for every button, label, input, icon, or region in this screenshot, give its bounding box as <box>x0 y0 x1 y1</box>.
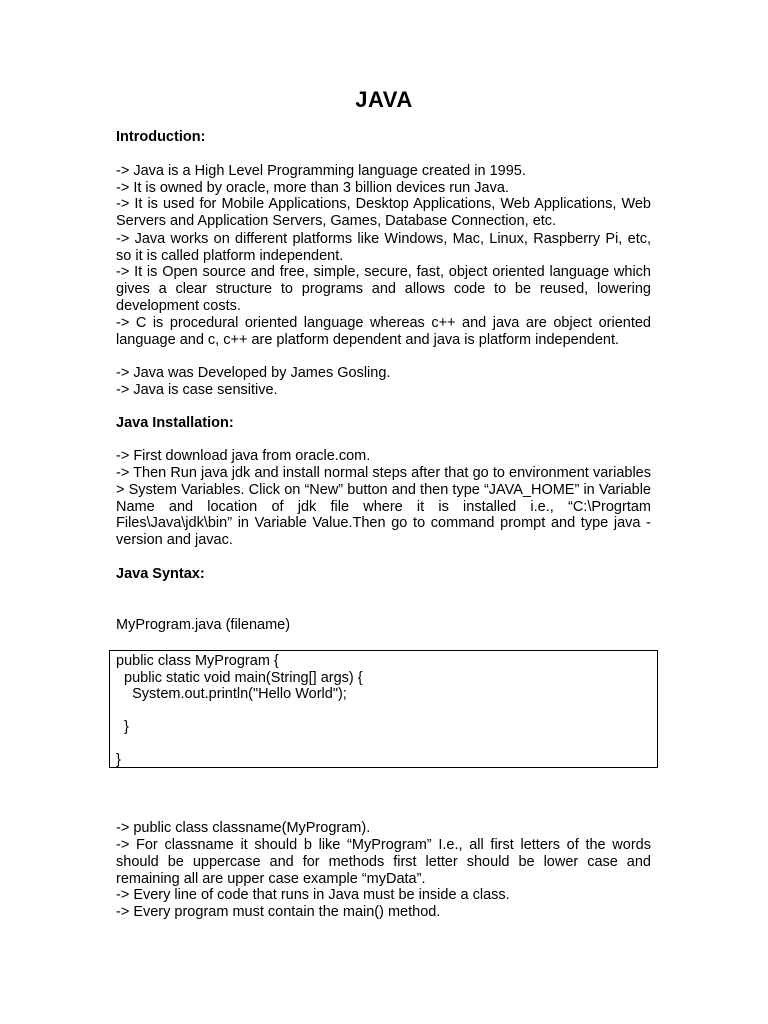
intro-paragraph-8: -> Java is case sensitive. <box>116 382 278 398</box>
code-block <box>109 650 658 768</box>
syntax-note-2: -> For classname it should b like “MyProgram” I.e., all first letters of the words should be uppercase and for methods first letter should be lower case and remaining all are upper case example “myData”. <box>116 837 651 887</box>
code-line: } <box>116 752 121 768</box>
code-line: System.out.println("Hello World"); <box>116 686 347 702</box>
filename-line: MyProgram.java (filename) <box>116 617 291 633</box>
intro-paragraph-4: -> Java works on different platforms like Windows, Mac, Linux, Raspberry Pi, etc, so it is called platform independent. <box>116 231 651 264</box>
intro-paragraph-2: -> It is owned by oracle, more than 3 billion devices run Java. <box>116 180 509 196</box>
intro-paragraph-1: -> Java is a High Level Programming language created in 1995. <box>116 163 526 179</box>
install-paragraph-2: -> Then Run java jdk and install normal steps after that go to environment variables > System Variables. Click on “New” button and then type “JAVA_HOME” in Variable Name and location of jdk file where it is installed i.e., “C:\Progrtam Files\Java\jdk\bin” in Variable Value.Then go to command prompt and type java -version and javac. <box>116 465 651 549</box>
syntax-heading: Java Syntax: <box>116 566 205 582</box>
introduction-heading: Introduction: <box>116 129 206 145</box>
installation-heading: Java Installation: <box>116 415 234 431</box>
page-title: JAVA <box>355 87 413 112</box>
syntax-note-1: -> public class classname(MyProgram). <box>116 820 371 836</box>
intro-paragraph-3: -> It is used for Mobile Applications, Desktop Applications, Web Applications, Web Servers and Application Servers, Games, Database Connection, etc. <box>116 196 651 229</box>
code-line: public static void main(String[] args) { <box>116 670 363 686</box>
code-line: public class MyProgram { <box>116 653 279 669</box>
install-paragraph-1: -> First download java from oracle.com. <box>116 448 371 464</box>
syntax-note-4: -> Every program must contain the main() method. <box>116 904 441 920</box>
code-line: } <box>116 719 129 735</box>
syntax-note-3: -> Every line of code that runs in Java must be inside a class. <box>116 887 510 903</box>
intro-paragraph-7: -> Java was Developed by James Gosling. <box>116 365 391 381</box>
intro-paragraph-6: -> C is procedural oriented language whereas c++ and java are object oriented language and c, c++ are platform dependent and java is platform independent. <box>116 315 651 348</box>
intro-paragraph-5: -> It is Open source and free, simple, secure, fast, object oriented language which gives a clear structure to programs and allows code to be reused, lowering development costs. <box>116 264 651 314</box>
